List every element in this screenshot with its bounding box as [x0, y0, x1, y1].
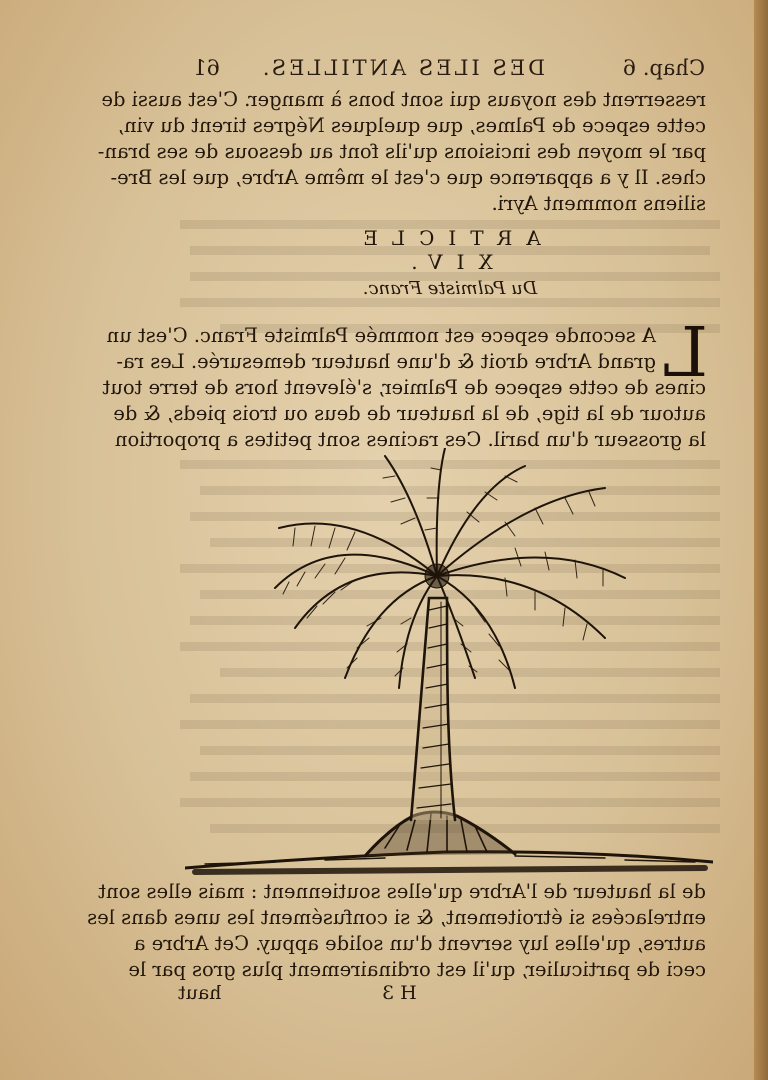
text-line: de la hauteur de l'Arbre qu'elles soutiennent : mais elles sont: [98, 880, 706, 903]
catchword: haut: [178, 982, 222, 1004]
text-line: entrelacées si étroitement, & si confusément les unes dans les: [87, 906, 706, 929]
running-title: DES ILES ANTILLES.: [259, 56, 545, 80]
text-line: cette espece de Palmes, que quelques Négres tirent du vin,: [117, 114, 706, 137]
article-title: ARTICLE XIV.: [349, 226, 541, 274]
text-line: la grosseur d'un baril. Ces racines sont petites a proportion: [114, 428, 706, 451]
text-line: cines de cette espece de Palmier, s'élevent hors de terre tout: [102, 376, 706, 399]
text-line: grand Arbre droit & d'une hauteur demesurée. Les ra-: [116, 350, 656, 373]
text-line: autres, qu'elles luy servent d'un solide appuy. Cet Arbre a: [133, 932, 706, 955]
text-line: ceci de particulier, qu'il est ordinairement plus gros par le: [128, 958, 706, 981]
article-subtitle: Du Palmiste Franc.: [362, 278, 538, 299]
running-head: [175, 56, 705, 86]
page-number: 61: [193, 56, 220, 80]
text-line: autour de la tige, de la hauteur de deus ou trois pieds, & de: [113, 402, 706, 425]
text-line: resserrent des noyaus qui sont bons à manger. C'est aussi de: [101, 88, 706, 111]
page-edge: [754, 0, 768, 1080]
palm-tree-engraving-icon: [185, 448, 713, 882]
text-line: par le moyen des incisions qu'ils font au dessous de ses bran-: [97, 140, 706, 163]
text-line: siliens nomment Ayri.: [491, 192, 706, 215]
chapter-label: Chap. 6: [622, 56, 705, 80]
signature-mark: H 3: [382, 982, 417, 1004]
text-line: ches. Il y a apparence que c'est le même Arbre, que les Bre-: [110, 166, 706, 189]
text-line: A seconde espece est nommée Palmiste Franc. C'est un: [106, 324, 656, 347]
drop-cap: L: [662, 314, 708, 393]
